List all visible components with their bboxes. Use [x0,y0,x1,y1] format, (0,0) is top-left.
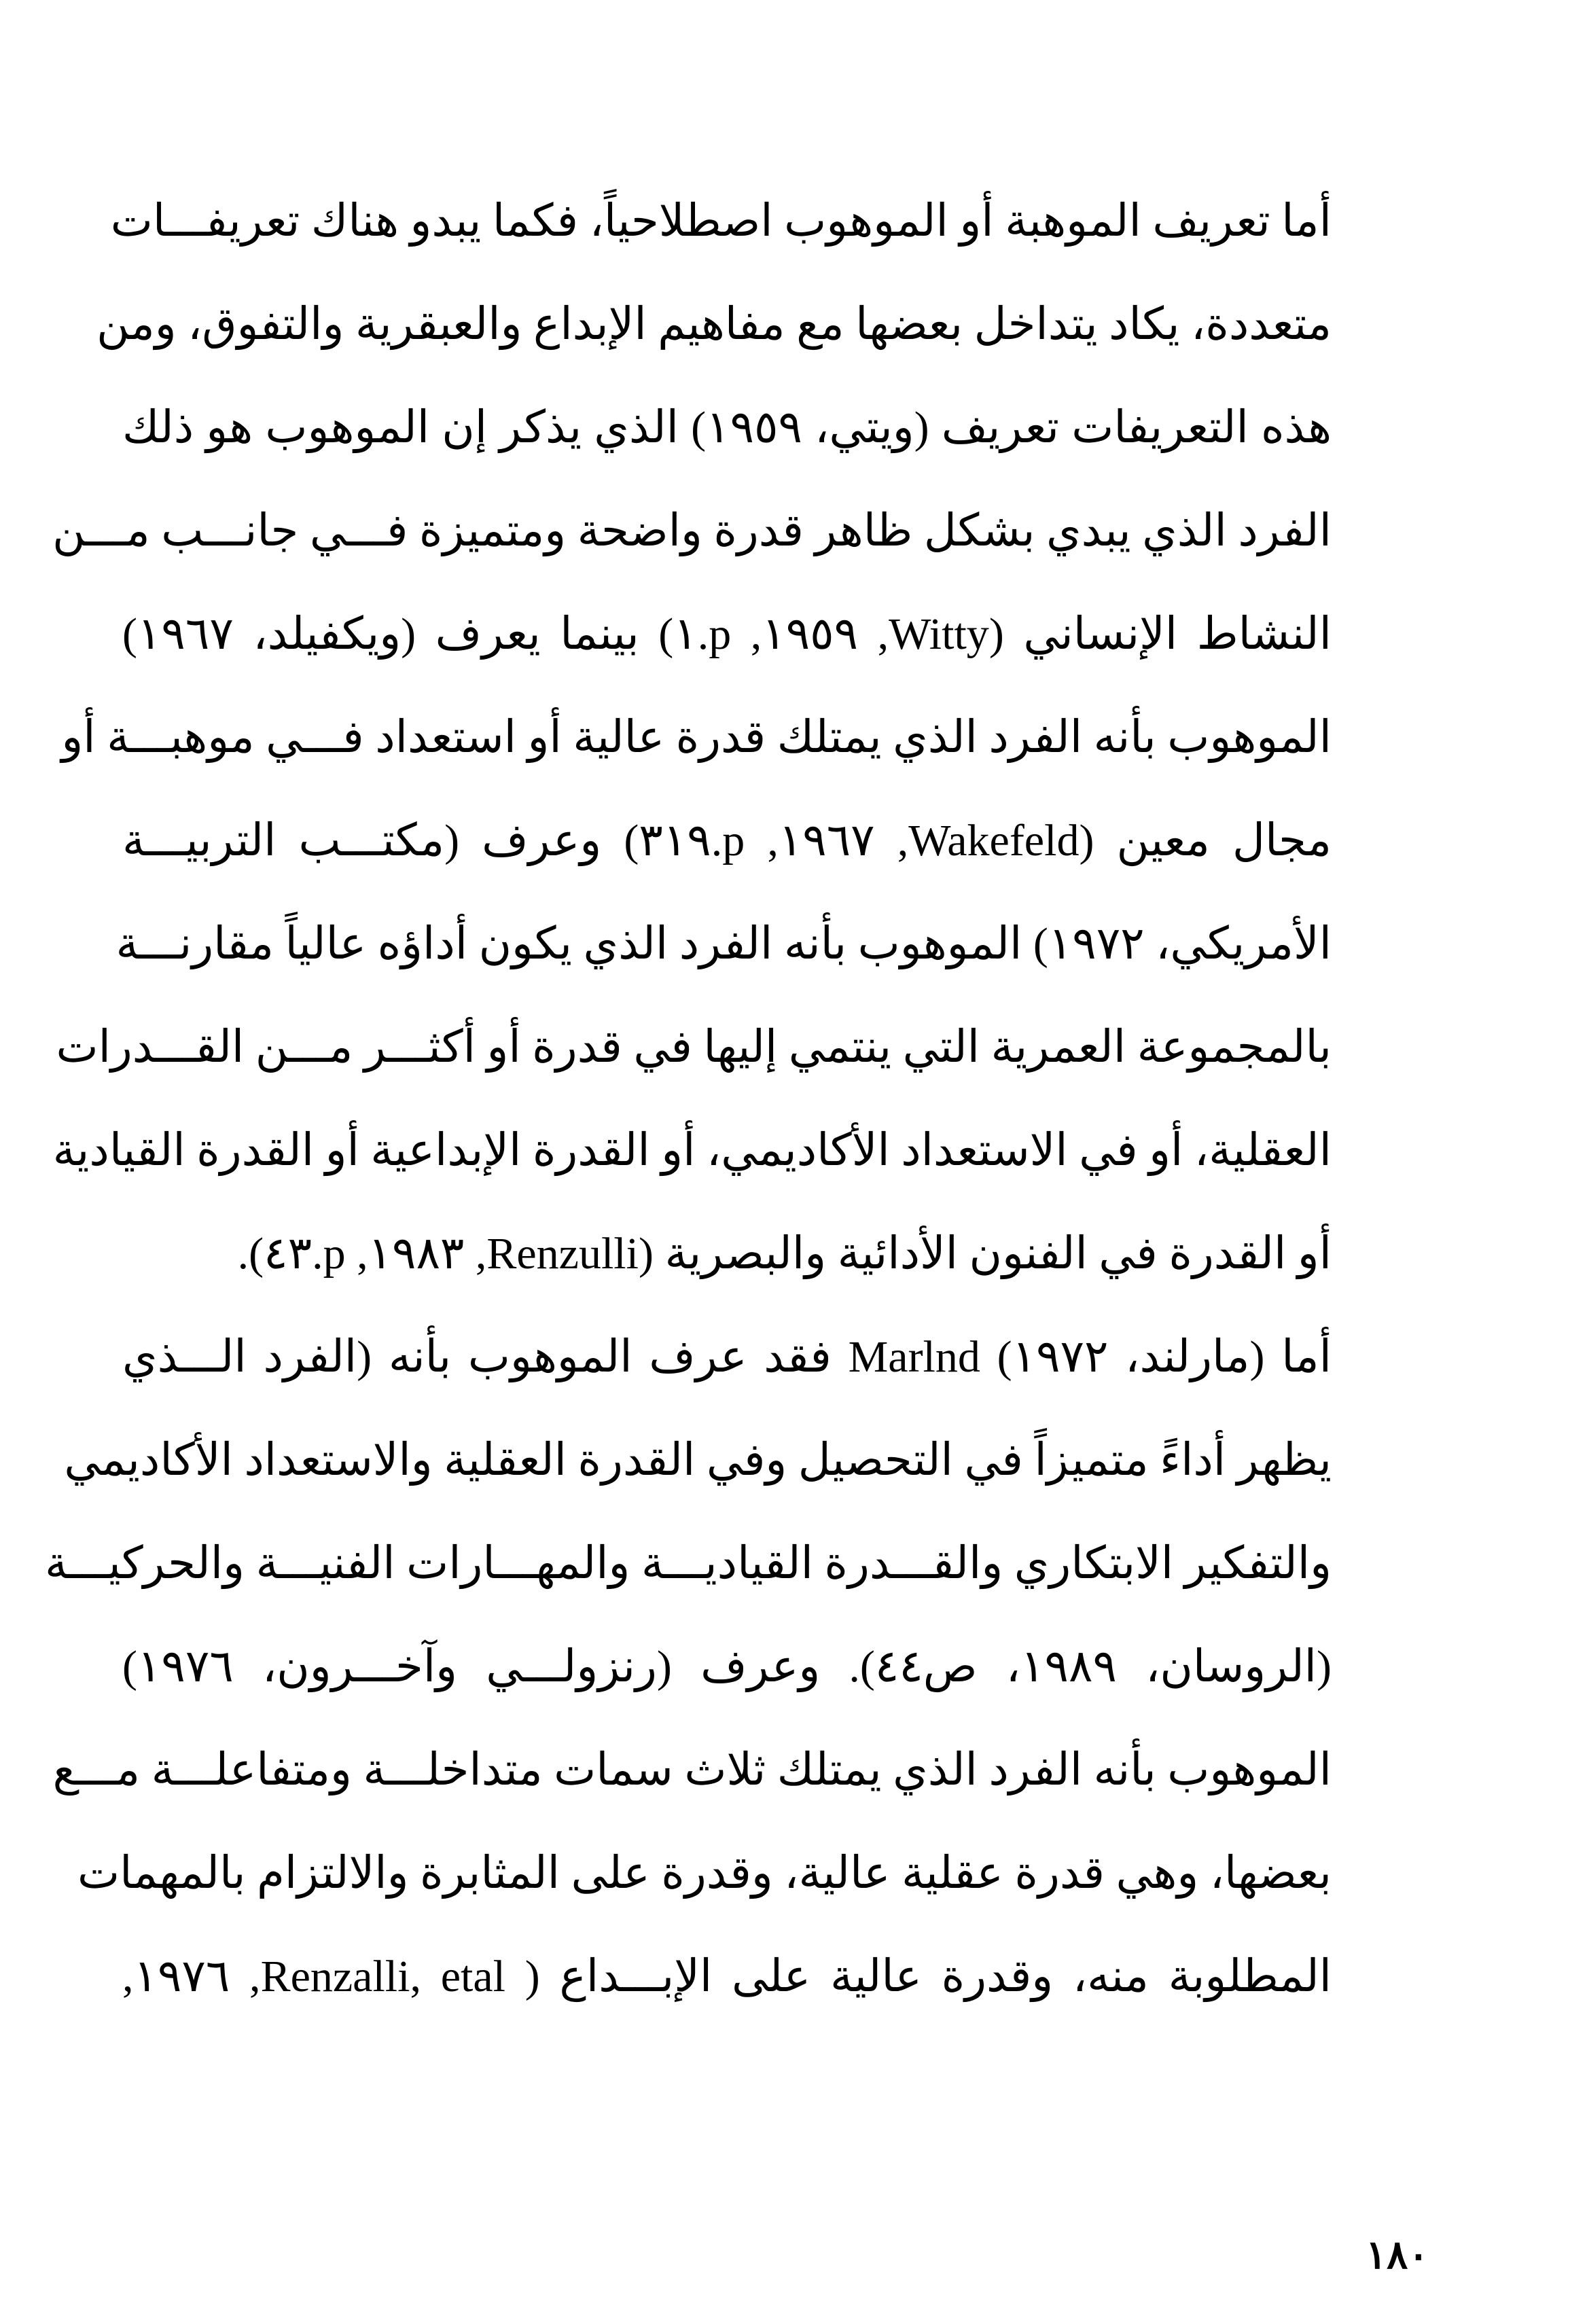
text-line-13: يظهر أداءً متميزاً في التحصيل وفي القدرة العقلية والاستعداد الأكاديمي [64,1435,1332,1485]
text-line-1: أما تعريف الموهبة أو الموهوب اصطلاحياً، فكما يبدو هناك تعريفـــات [110,196,1332,246]
text-line-9: بالمجموعة العمرية التي ينتمي إليها في قدرة أو أكثـــر مـــن القـــدرات [56,1022,1332,1072]
text-line-17: بعضها، وهي قدرة عقلية عالية، وقدرة على المثابرة والالتزام بالمهمات [77,1848,1332,1898]
body-text [44,170,1332,2028]
text-line-14: والتفكير الابتكاري والقـــدرة القياديـــة والمهـــارات الفنيـــة والحركيـــة [44,1539,1332,1588]
text-line-11: أو القدرة في الفنون الأدائية والبصرية (Renzulli, ١٩٨٣, p.٤٣). [237,1229,1332,1279]
text-line-12: أما (مارلند، ١٩٧٢) Marlnd فقد عرف الموهوب بأنه (الفرد الـــذي [122,1332,1332,1382]
text-line-5: النشاط الإنساني (Witty, ١٩٥٩, p.١) بينما يعرف (ويكفيلد، ١٩٦٧) [122,609,1332,659]
text-line-2: متعددة، يكاد يتداخل بعضها مع مفاهيم الإبداع والعبقرية والتفوق، ومن [96,300,1332,349]
text-line-16: الموهوب بأنه الفرد الذي يمتلك ثلاث سمات متداخلـــة ومتفاعلـــة مـــع [52,1745,1332,1795]
text-line-4: الفرد الذي يبدي بشكل ظاهر قدرة واضحة ومتميزة فـــي جانـــب مـــن [52,506,1332,556]
text-line-18: المطلوبة منه، وقدرة عالية على الإبـــداع ( Renzalli, etal, ١٩٧٦, [122,1952,1332,2001]
page-number: ١٨٠ [1366,2233,1429,2277]
text-line-15: (الروسان، ١٩٨٩، ص٤٤). وعرف (رنزولـــي وآخـــرون، ١٩٧٦) [122,1642,1332,1692]
text-line-3: هذه التعريفات تعريف (ويتي، ١٩٥٩) الذي يذكر إن الموهوب هو ذلك [122,403,1332,452]
text-line-8: الأمريكي، ١٩٧٢) الموهوب بأنه الفرد الذي يكون أداؤه عالياً مقارنـــة [115,919,1332,969]
text-line-6: الموهوب بأنه الفرد الذي يمتلك قدرة عالية أو استعداد فـــي موهبـــة أو [61,713,1332,762]
text-line-10: العقلية، أو في الاستعداد الأكاديمي، أو القدرة الإبداعية أو القدرة القيادية [52,1126,1332,1175]
text-line-7: مجال معين (Wakefeld, ١٩٦٧, p.٣١٩) وعرف (مكتـــب التربيـــة [122,816,1332,865]
